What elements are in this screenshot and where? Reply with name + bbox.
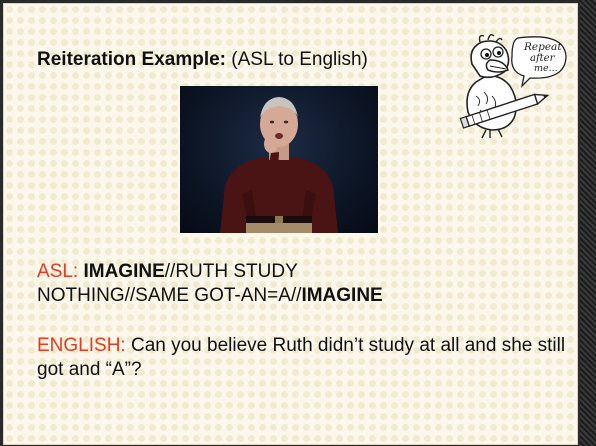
asl-line-2-text: NOTHING//SAME GOT-AN=A// [37, 285, 302, 306]
asl-gloss [37, 260, 383, 308]
asl-video-still[interactable] [180, 86, 378, 233]
speech-line-2: after [530, 53, 555, 64]
speech-line-1: Repeat [524, 41, 562, 53]
asl-word-imagine-2: IMAGINE [301, 285, 383, 306]
english-translation [37, 334, 567, 382]
asl-line-1 [37, 260, 383, 284]
title-rest: (ASL to English) [226, 49, 368, 70]
asl-mid-1: //RUTH STUDY [164, 261, 298, 282]
speech-line-3: me... [534, 63, 558, 74]
slide-canvas [3, 3, 578, 445]
crow-with-pencil-icon [446, 30, 568, 140]
repeat-after-me-bird-illustration [446, 30, 568, 140]
asl-word-imagine-1: IMAGINE [83, 261, 165, 282]
asl-line-2 [37, 284, 383, 308]
slide-title [37, 49, 368, 71]
english-text: Can you believe Ruth didn’t study at all and she still got and “A”? [37, 335, 566, 380]
title-bold: Reiteration Example: [37, 49, 226, 70]
asl-label: ASL: [37, 261, 84, 282]
asl-signer-icon [180, 86, 378, 233]
english-label: ENGLISH: [37, 335, 126, 356]
frame-border-strip [580, 0, 596, 446]
